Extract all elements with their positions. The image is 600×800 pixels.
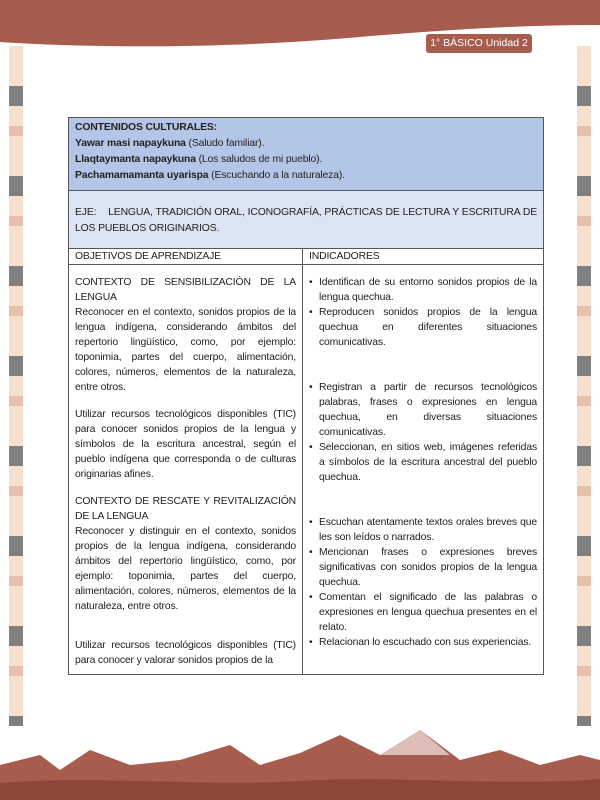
eje-text: EJE: LENGUA, TRADICIÓN ORAL, ICONOGRAFÍA, PRÁCTICAS DE LECTURA Y ESCRITURA DE LOS PUEBLOS ORIGINARIOS. bbox=[69, 191, 543, 249]
objetivo-title: CONTEXTO DE RESCATE Y REVITALIZACIÓN DE LA LENGUA bbox=[75, 496, 296, 522]
left-decorative-border bbox=[9, 46, 23, 726]
culturales-title: CONTENIDOS CULTURALES: bbox=[75, 122, 217, 133]
indicador-item: • Registran a partir de recursos tecnológicos palabras, frases o expresiones en lengua quechua, en diversas situaciones comunicativas. bbox=[309, 380, 537, 440]
indicador-item: • Seleccionan, en sitios web, imágenes referidas a símbolos de la escritura ancestral del pueblo quechua. bbox=[309, 440, 537, 485]
indicador-item: • Reproducen sonidos propios de la lengua quechua en diferentes situaciones comunicativas. bbox=[309, 305, 537, 350]
indicadores-list bbox=[309, 380, 537, 485]
objetivo-text: Reconocer y distinguir en el contexto, sonidos propios de la lengua indígena, considerando ámbitos del repertorio lingüístico, como, por ejemplo: toponimia, partes del cuerpo, alimentación, colores, números, elementos de la naturaleza, entre otros. bbox=[75, 526, 296, 612]
column-header-objetivos: OBJETIVOS DE APRENDIZAJE bbox=[69, 249, 303, 264]
table-body-row bbox=[69, 265, 543, 674]
objetivos-column bbox=[69, 265, 303, 674]
objetivo-block bbox=[75, 494, 296, 614]
indicadores-list bbox=[309, 515, 537, 650]
cultural-item-spanish: (Saludo familiar). bbox=[185, 138, 265, 149]
footer-landscape-illustration bbox=[0, 715, 600, 800]
objetivo-text: Reconocer en el contexto, sonidos propios de la lengua indígena, considerando ámbitos del repertorio lingüístico, como, por ejemplo: toponimia, partes del cuerpo, alimentación, colores, números, elementos de la naturaleza, entre otros. bbox=[75, 307, 296, 393]
indicador-item: • Comentan el significado de las palabras o expresiones en lengua quechua presentes en el relato. bbox=[309, 590, 537, 635]
indicador-item: • Identifican de su entorno sonidos propios de la lengua quechua. bbox=[309, 275, 537, 305]
grade-unit-badge: 1° BÁSICO Unidad 2 bbox=[426, 34, 532, 53]
right-decorative-border bbox=[577, 46, 591, 726]
objetivo-block bbox=[75, 638, 296, 668]
curriculum-table bbox=[68, 117, 544, 675]
column-header-row bbox=[69, 249, 543, 265]
column-header-indicadores: INDICADORES bbox=[309, 251, 380, 262]
cultural-item-quechua: Yawar masi napaykuna bbox=[75, 138, 186, 149]
contenidos-culturales bbox=[69, 118, 543, 191]
objetivo-text: Utilizar recursos tecnológicos disponibles (TIC) para conocer y valorar sonidos propios de la bbox=[75, 640, 296, 666]
objetivo-block bbox=[75, 275, 296, 395]
indicadores-list bbox=[309, 275, 537, 350]
objetivo-text: Utilizar recursos tecnológicos disponibles (TIC) para conocer sonidos propios de la lengua y símbolos de la escritura ancestral, según el pueblo indígena que corresponda o de culturas originarias afines. bbox=[75, 409, 296, 480]
indicador-item: • Mencionan frases o expresiones breves significativas con sonidos propios de la lengua quechua. bbox=[309, 545, 537, 590]
cultural-item-quechua: Llaqtaymanta napaykuna bbox=[75, 154, 196, 165]
cultural-item-spanish: (Escuchando a la naturaleza). bbox=[208, 170, 345, 181]
objetivo-block bbox=[75, 407, 296, 482]
indicadores-column bbox=[303, 265, 543, 674]
objetivo-title: CONTEXTO DE SENSIBILIZACIÓN DE LA LENGUA bbox=[75, 277, 296, 303]
indicador-item: • Relacionan lo escuchado con sus experiencias. bbox=[309, 635, 537, 650]
indicador-item: • Escuchan atentamente textos orales breves que les son leídos o narrados. bbox=[309, 515, 537, 545]
cultural-item-spanish: (Los saludos de mi pueblo). bbox=[195, 154, 323, 165]
cultural-item-quechua: Pachamamamanta uyarispa bbox=[75, 170, 209, 181]
